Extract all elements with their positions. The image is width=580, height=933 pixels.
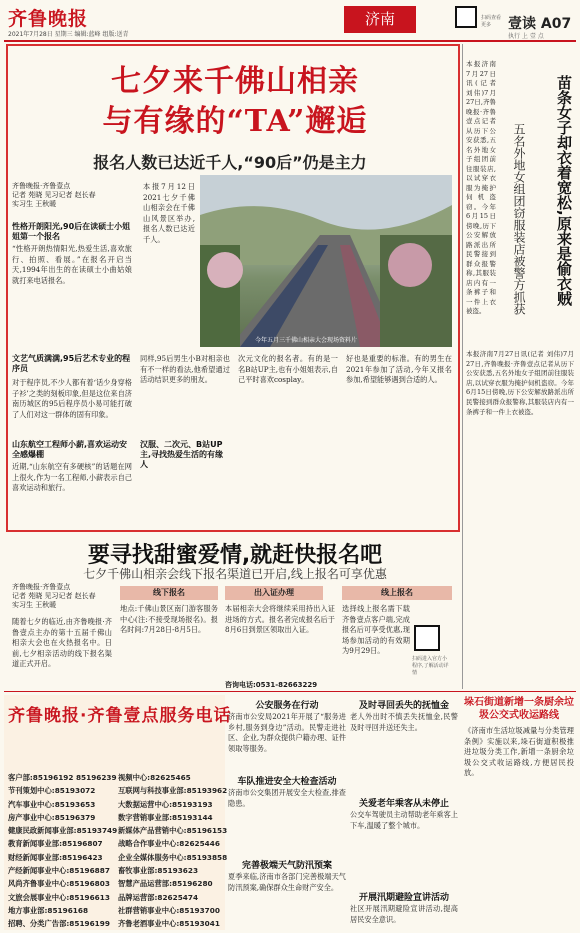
lead-column: 本报7月12日 2021七夕千佛山相亲会在千佛山风景区举办,报名人数已达近千人。 [143,182,195,244]
mid-text-1: 济南市公安局2021年开展了“服务进乡村,服务到身边”活动。民警走进社区、企业,为群众提供户籍办理、证件领取等服务。 [228,712,346,753]
main-byline: 齐鲁晚报·齐鲁壹点 记者 苑晓 见习记者 赵长春 实习生 王秋暖 [12,182,96,208]
service-ad-title: 齐鲁晚报·齐鲁壹点服务电话 [8,706,232,726]
service-phone-left-11: 招聘、分类广告部:85196199 [8,919,110,929]
mid-head-5: 关爱老年乘客从未停止 [358,799,449,809]
service-phone-right-4: 新媒体产品营销中心:85196153 [118,826,228,836]
channel-offline-label: 线下报名 [120,586,218,600]
sub-col-text: 随着七夕的临近,由齐鲁晚报·齐鲁壹点主办的第十五届千佛山相亲大会也在火热报名中。日前,七夕相亲活动的线下报名渠道正式开启。 [12,617,112,668]
qr-caption: 扫码查看更多 [481,15,502,28]
photo-caption: 今年五月三千佛山相亲大会现场资料片 [255,337,358,344]
mid-head-2: 车队推进安全大检查活动 [237,777,337,787]
mid-text-5: 公交车驾驶员主动帮助老年乘客上下车,温暖了整个城市。 [350,810,458,830]
qr-code-icon[interactable] [455,6,477,28]
section-label: 济南 [344,6,416,33]
hotline: 咨询电话:0531-82663229 [225,681,318,689]
dateline: 2021年7月28日 星期三 编辑:蓝峰 组版:送青 [8,31,129,38]
main-subheadline: 报名人数已达近千人,“90后”仍是主力 [93,153,367,172]
col1-text: “性格开朗热情阳光,热爱生活,喜欢旅行、拍照、看展。”在报名开启当天,1994年出生的在读硕士小曲姑娘就打来电话报名。 [12,244,132,285]
newspaper-logo: 齐鲁晚报 [8,8,89,30]
service-phone-right-7: 畜牧事业部:85193623 [118,866,199,876]
col6-text: 好也是重要的标准。有的男生在2021年参加了活动,今年又报名参加,希望能够遇到合适的人。 [346,354,452,384]
qr-code-icon[interactable] [414,625,440,651]
service-phone-right-11: 齐鲁老酒事业中心:85193041 [118,919,220,929]
service-phone-right-2: 大数据运营中心:85193193 [118,799,213,809]
service-phone-right-5: 战略合作事业中心:82625446 [118,839,220,849]
service-phone-left-5: 教育新闻事业部:85196807 [8,839,103,849]
service-ad-left [8,771,117,931]
service-phone-left-3: 房产事业中心:85196379 [8,812,96,822]
quote-heading-2: 文艺气质满满,95后艺术专业的程序员 [12,354,131,373]
service-phone-left-10: 地方事业部:85196168 [8,905,89,915]
sub-headline: 要寻找甜蜜爱情,就赶快报名吧 [87,543,383,568]
right-text: 本报济南7月27日讯(记者 刘伟)7月27日,齐鲁晚报·齐鲁壹点记者从历下公安获悉,五名外地女子组团前往服装店,以试穿衣服为掩护伺机盗窃。今年6月15日傍晚,历下公安解放路派出所民警接到群众报警称,其服装店内有一条裤子和一件上衣被盗。 [466,60,496,315]
service-phone-left-4: 健康民政新闻事业部:85193749 [8,826,118,836]
service-phone-left-0: 客户部:85196192 85196239 [8,773,117,782]
masthead [0,0,580,42]
service-phone-right-1: 互联网与科技事业部:85193962 [118,786,228,796]
channel-offline-text: 地点:千佛山景区南门游客服务中心(注:不接受现场报名)。报名时间:7月28日-8月5日。 [120,604,218,634]
page-subtitle: 执行 上 壹 点 [508,33,544,40]
sub-byline: 齐鲁晚报·齐鲁壹点 记者 苑晓 见习记者 赵长春 实习生 王秋暖 [12,583,96,609]
quote-heading-4: 汉服、二次元、B站UP主,寻找热爱生活的有缘人 [140,440,224,469]
channel-online-label: 线上报名 [342,586,452,600]
mid-head-6: 开展汛期避险宣讲活动 [358,893,449,903]
col4-text: 同样,95后男生小B对相亲也有不一样的看法,他希望通过活动结识更多的朋友。 [140,354,230,384]
service-phone-left-6: 财经新闻事业部:85196423 [8,852,103,862]
mid-head-1: 公安服务在行动 [255,701,319,711]
col5-text: 次元文化的报名者。有的是一名B站UP主,也有小姐姐表示,自己平时喜欢cosplay。 [238,354,338,384]
page-title: 壹读 A07 [508,16,572,32]
channel-pass-text: 本届相亲大会将继续采用持出入证进场的方式。报名者完成报名后于8月6日到景区领取出入证。 [225,604,335,634]
service-ad-right [118,771,227,931]
sub-qr-caption: 扫码进入官方小程序,了解活动详情 [412,656,449,676]
service-phone-left-8: 风尚齐鲁事业中心:85196803 [8,879,110,889]
service-phone-right-8: 智慧产品运营部:85196280 [118,879,213,889]
far-right-headline: 垛石街道新增一条厨余垃圾公交式收运路线 [464,697,574,721]
channel-online-text: 选择线上报名需下载齐鲁壹点客户端,完成报名后可享受优惠,现场参加活动的有效期为9月29日。 [342,604,410,655]
channel-pass-label: 出入证办理 [225,586,323,600]
column-divider [462,44,463,689]
mid-text-6: 社区开展汛期避险宣讲活动,提高居民安全意识。 [350,904,458,924]
bottom-rule [4,691,576,692]
right-headline: 苗条女子却衣着宽松,原来是偷衣贼 [555,75,573,306]
service-phone-left-1: 节刊策划中心:85193072 [8,786,96,796]
mid-head-4: 及时寻回丢失的抚恤金 [358,701,449,711]
mid-head-3: 完善极端天气防汛预案 [241,861,332,871]
col2-text: 对于程序员,不少人都有着‘话少身穿格子衫’之类的刻板印象,但是这位来自济南历城区的95后程序员小易可能打破了人们对这一群体的固有印象。 [12,378,132,419]
service-phone-right-3: 数字营销事业部:85193144 [118,812,213,822]
sub-subheadline: 七夕千佛山相亲会线下报名渠道已开启,线上报名可享优惠 [83,567,387,581]
service-phone-left-7: 产经新闻事业中心:85196887 [8,866,110,876]
service-phone-left-9: 文旅会展事业中心:85196613 [8,892,110,902]
quote-heading-3: 山东航空工程师小薪,喜欢运动安全感爆棚 [12,440,128,459]
quote-heading-1: 性格开朗阳光,90后在读硕士小姐姐第一个报名 [12,222,131,241]
mid-text-2: 济南市公交集团开展安全大检查,排查隐患。 [228,788,346,808]
main-headline-line2: 与有缘的“TA”邂逅 [102,104,368,139]
service-phone-left-2: 汽车事业中心:85193653 [8,799,96,809]
mid-text-3: 夏季来临,济南市各部门完善极端天气防汛预案,确保群众生命财产安全。 [228,872,346,892]
col3-text: 近期,“山东航空有多硬核”的话题在网上很火,作为一名工程师,小薪表示自己喜欢运动和旅行。 [12,462,132,492]
right-text-cont: 本报济南7月27日讯(记者 刘伟)7月27日,齐鲁晚报·齐鲁壹点记者从历下公安获悉,五名外地女子组团前往服装店,以试穿衣服为掩护伺机盗窃。今年6月15日傍晚,历下公安解放路派出所民警接到群众报警称,其服装店内有一条裤子和一件上衣被盗。 [466,350,574,416]
news-photo [200,175,452,347]
service-phone-right-6: 企业全媒体服务中心:85193858 [118,852,228,862]
service-phone-right-10: 社群营销事业中心:85193700 [118,905,220,915]
mid-text-4: 老人外出时不慎丢失抚恤金,民警及时寻回并送还失主。 [350,712,458,732]
main-headline-line1: 七夕来千佛山相亲 [111,64,359,99]
top-rule [4,40,576,42]
right-subheadline: 五名外地女组团窃服装店被警方抓获 [512,123,526,315]
service-phone-right-9: 品牌运营部:82625474 [118,892,199,902]
far-right-text: 《济南市生活垃圾减量与分类管理条例》实施以来,垛石街道积极推进垃圾分类工作,新增一条厨余垃圾公交式收运路线,方便居民投放。 [464,726,574,777]
service-phone-right-0: 视频中心:82625465 [118,773,191,782]
